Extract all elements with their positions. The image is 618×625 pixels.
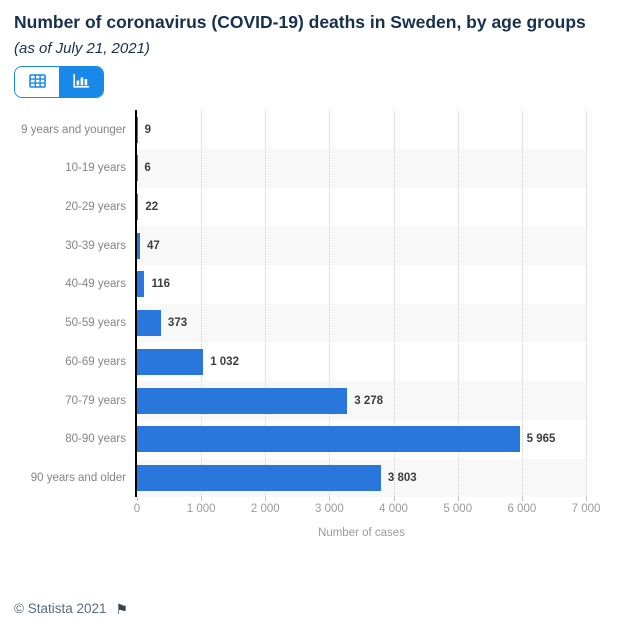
bar[interactable] [137,349,203,375]
x-tick-label: 7 000 [571,503,601,516]
category-label: 60-69 years [65,355,126,368]
category-label: 9 years and younger [21,123,126,136]
plot-cell [137,342,586,381]
bar-value-label: 116 [151,278,170,291]
chart-row [0,342,618,381]
plot-cell [137,149,586,188]
chart-view-button[interactable] [59,67,103,97]
chart-row [0,265,618,304]
chart-row [0,381,618,420]
plot-cell [137,188,586,227]
table-grid-icon [29,74,46,91]
x-tick-label: 1 000 [186,503,216,516]
category-label: 50-59 years [65,317,126,330]
x-axis-title: Number of cases [318,527,405,540]
bar-value-label: 5 965 [526,433,556,446]
bar[interactable] [137,233,140,259]
plot-cell [137,304,586,343]
x-tick-label: 6 000 [507,503,537,516]
chart-title: Number of coronavirus (COVID-19) deaths in Sweden, by age groups [14,12,586,32]
x-tick-mark [329,497,330,501]
bar-value-label: 3 278 [354,394,384,407]
x-tick-label: 2 000 [250,503,280,516]
x-tick-mark [394,497,395,501]
category-label: 20-29 years [65,201,126,214]
bar[interactable] [137,310,161,336]
bar[interactable] [137,271,144,297]
chart-row [0,188,618,227]
chart-row [0,110,618,149]
x-tick-mark [586,497,587,501]
chart-subtitle: (as of July 21, 2021) [14,40,150,58]
bar-value-label: 373 [167,317,188,330]
footer [14,601,128,616]
chart-row [0,226,618,265]
bar-value-label: 1 032 [210,355,239,368]
x-tick-mark [265,497,266,501]
bar[interactable] [137,117,138,143]
x-tick-mark [137,497,138,501]
category-label: 90 years and older [30,471,126,484]
bar-value-label: 22 [145,201,159,214]
plot-cell [137,459,586,498]
category-label: 10-19 years [65,162,126,175]
category-label: 30-39 years [65,239,126,252]
category-label: 80-90 years [65,433,126,446]
bar-value-label: 6 [144,162,151,175]
bar-chart-icon [72,73,90,92]
chart-row [0,420,618,459]
bar-value-label: 3 803 [387,471,417,484]
x-axis [133,497,601,517]
bar-value-label: 9 [144,123,151,136]
bar[interactable] [137,194,138,220]
plot-cell [137,110,586,149]
bar-value-label: 47 [147,239,160,252]
plot-cell [137,420,586,459]
chart-row [0,304,618,343]
copyright-text: © Statista 2021 [14,601,107,616]
bar[interactable] [137,465,381,491]
bar[interactable] [137,426,520,452]
x-tick-mark [522,497,523,501]
x-tick-label: 0 [133,503,141,516]
view-toggle [14,66,104,98]
plot-cell [137,226,586,265]
x-tick-label: 5 000 [443,503,473,516]
table-view-button[interactable] [15,67,59,97]
flag-icon[interactable]: ⚑ [115,600,129,617]
plot-cell [137,381,586,420]
bar-chart-rows [0,110,618,497]
bar-chart [0,110,618,539]
category-label: 40-49 years [65,278,126,291]
chart-row [0,459,618,498]
x-tick-label: 4 000 [379,503,408,516]
chart-row [0,149,618,188]
x-tick-label: 3 000 [315,503,344,516]
x-tick-mark [201,497,202,501]
x-tick-mark [458,497,459,501]
category-label: 70-79 years [65,394,126,407]
bar[interactable] [137,388,347,414]
plot-cell [137,265,586,304]
